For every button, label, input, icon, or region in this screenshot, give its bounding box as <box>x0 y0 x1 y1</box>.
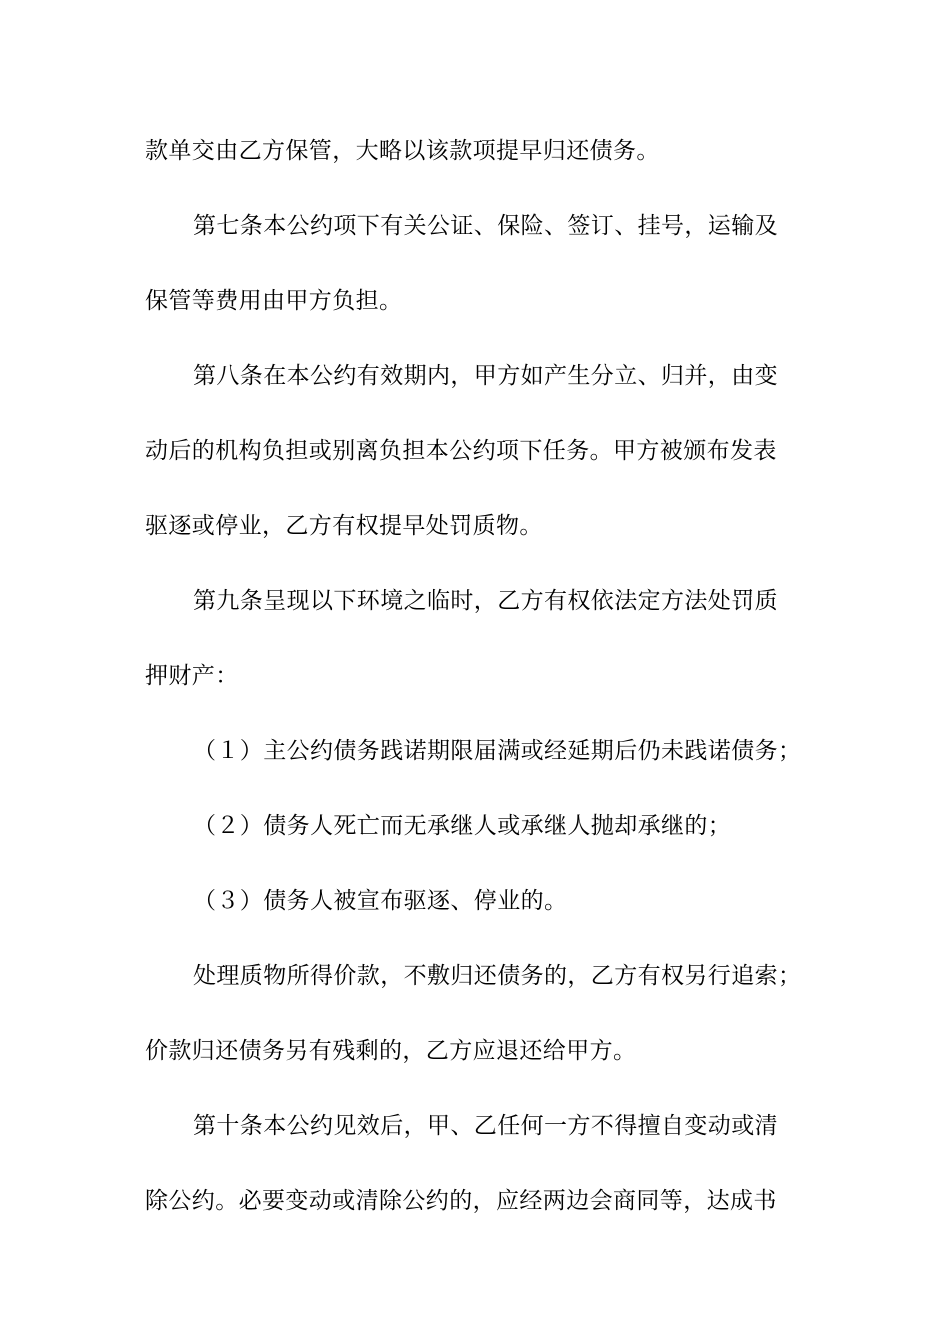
text-line: 第九条呈现以下环境之临时，乙方有权依法定方法处罚质 <box>193 588 778 614</box>
text-line: 驱逐或停业，乙方有权提早处罚质物。 <box>145 513 543 539</box>
text-line: （３）债务人被宣布驱逐、停业的。 <box>193 888 568 914</box>
text-line: 款单交由乙方保管，大略以该款项提早归还债务。 <box>145 138 660 164</box>
text-line: 第十条本公约见效后，甲、乙任何一方不得擅自变动或清 <box>193 1113 778 1139</box>
text-line: 第七条本公约项下有关公证、保险、签订、挂号，运输及 <box>193 213 778 239</box>
text-line: 动后的机构负担或别离负担本公约项下任务。甲方被颁布发表 <box>145 438 777 464</box>
text-line: 价款归还债务另有残剩的，乙方应退还给甲方。 <box>145 1038 637 1064</box>
text-line: 保管等费用由甲方负担。 <box>145 288 403 314</box>
text-line: 处理质物所得价款，不敷归还债务的，乙方有权另行追索； <box>193 963 802 989</box>
text-line: 第八条在本公约有效期内，甲方如产生分立、归并，由变 <box>193 363 778 389</box>
text-line: 除公约。必要变动或清除公约的，应经两边会商同等，达成书 <box>145 1188 777 1214</box>
text-line: （２）债务人死亡而无承继人或承继人抛却承继的； <box>193 813 732 839</box>
text-line: （１）主公约债务践诺期限届满或经延期后仍未践诺债务； <box>193 738 802 764</box>
text-line: 押财产： <box>145 663 239 689</box>
